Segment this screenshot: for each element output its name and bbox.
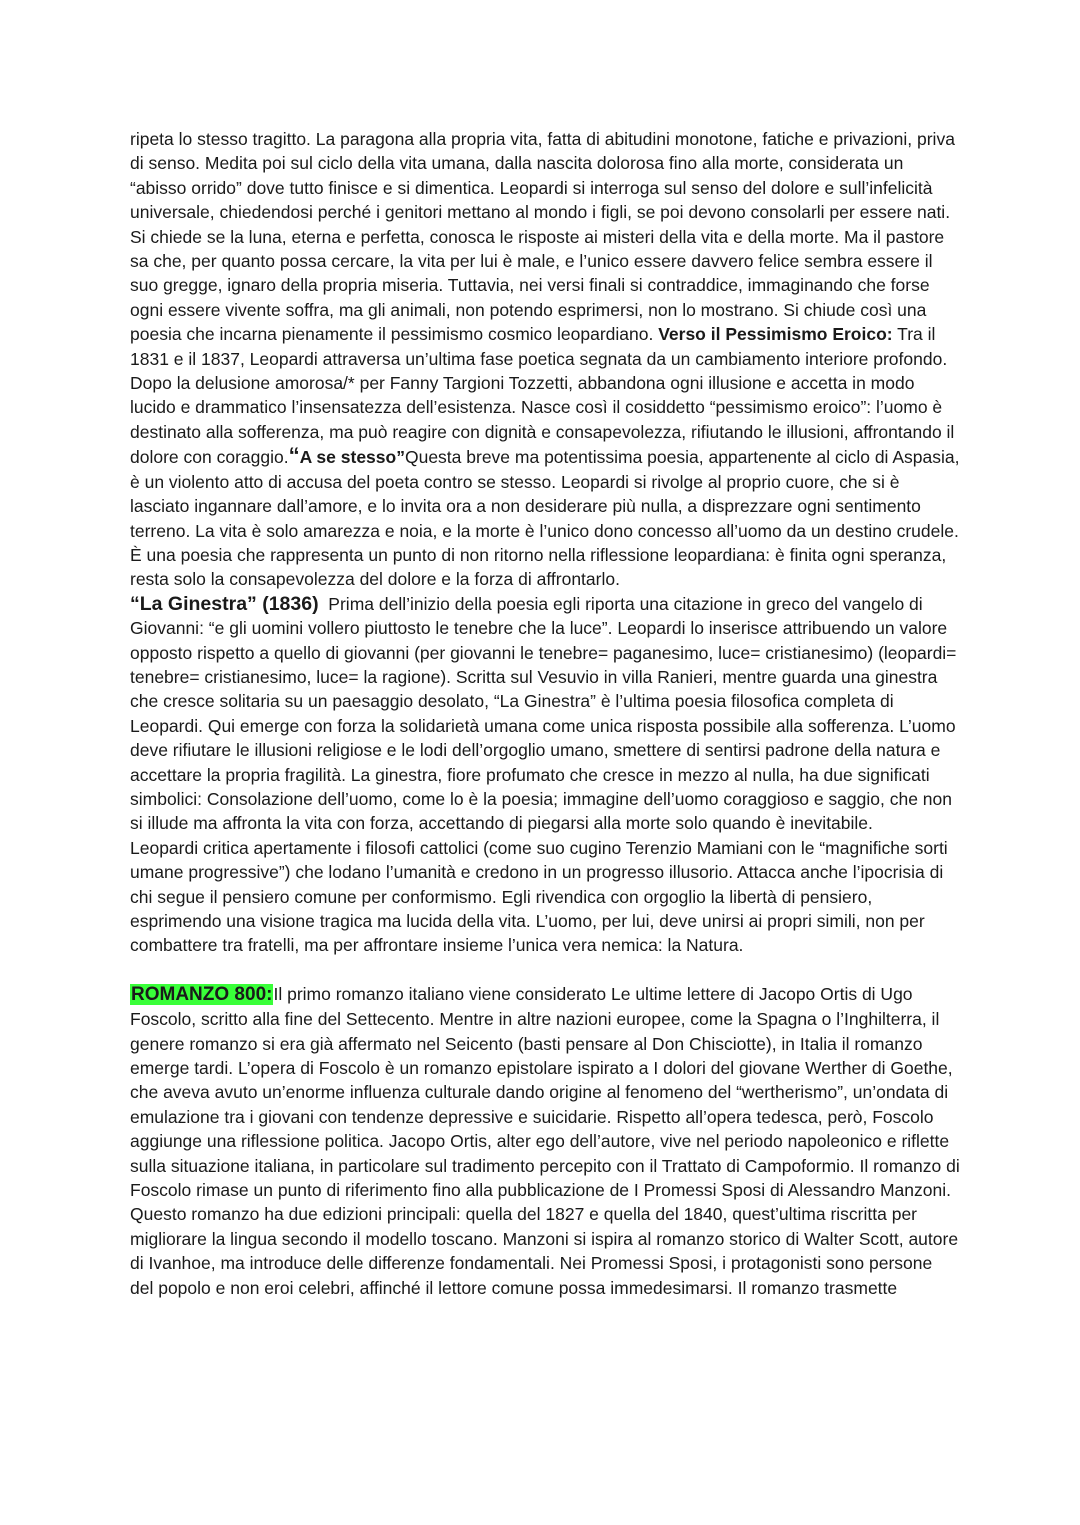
- document-page: [130, 127, 960, 1300]
- quote-mark: “: [288, 443, 300, 469]
- paragraph-text: Tra il 1831 e il 1837, Leopardi attraversa un’ultima fase poetica segnata da un cambiamento interiore profondo. Dopo la delusione amorosa/* per Fanny Targioni Tozzetti, abbandona ogni illusione e accetta in modo lucido e drammatico l’insensatezza dell’esistenza. Nasce così il cosiddetto “pessimismo eroico”: l’uomo è destinato alla sofferenza, ma può reagire con dignità e consapevolezza, rifiutando le illusioni, affrontando il dolore con coraggio.: [130, 324, 955, 468]
- paragraph-gap: [130, 958, 960, 982]
- heading-a-se-stesso: A se stesso”: [299, 447, 405, 468]
- paragraph-critica-filosofi: Leopardi critica apertamente i filosofi cattolici (come suo cugino Terenzio Mamiani con le “magnifiche sorti umane progressive”) che lodano l’umanità e credono in un progresso illusorio. Attacca anche l’ipocrisia di chi segue il pensiero comune per conformismo. Egli rivendica con orgoglio la libertà di pensiero, esprimendo una visione tragica ma lucida della vita. L’uomo, per lui, deve unirsi ai propri simili, non per combattere tra fratelli, ma per affrontare insieme l’unica vera nemica: la Natura.: [130, 837, 948, 956]
- paragraph-text: ripeta lo stesso tragitto. La paragona alla propria vita, fatta di abitudini monotone, fatiche e privazioni, priva di senso. Medita poi sul ciclo della vita umana, dalla nascita dolorosa fino alla morte, considerata un “abisso orrido” dove tutto finisce e si dimentica. Leopardi si interroga sul senso del dolore e sull’infelicità universale, chiedendosi perché i genitori mettano al mondo i figli, se poi devono consolarli per essere nati. Si chiede se la luna, eterna e perfetta, conosca le risposte ai misteri della vita e della morte. Ma il pastore sa che, per quanto possa cercare, la vita per lui è male, e l’unico essere davvero felice sembra essere il suo gregge, ignaro della propria miseria. Tuttavia, nei versi finali si contraddice, immaginando che forse ogni essere vivente soffra, ma gli animali, non potendo esprimersi, non lo mostrano. Si chiude così una poesia che incarna pienamente il pessimismo cosmico leopardiano.: [130, 129, 955, 345]
- heading-pessimismo-eroico: Verso il Pessimismo Eroico:: [658, 324, 893, 345]
- paragraph-text: Prima dell’inizio della poesia egli riporta una citazione in greco del vangelo di Giovanni: “e gli uomini vollero piuttosto le tenebre che la luce”. Leopardi lo inserisce attribuendo un valore opposto rispetto a quello di giovanni (per giovanni le tenebre= paganesimo, luce= cristianesimo) (leopardi= tenebre= cristianesimo, luce= la ragione). Scritta sul Vesuvio in villa Ranieri, mentre guarda una ginestra che cresce solitaria su un paesaggio desolato, “La Ginestra” è l’ultima poesia filosofica completa di Leopardi. Qui emerge con forza la solidarietà umana come unica risposta possibile alla sofferenza. L’uomo deve rifiutare le illusioni religiose e le lodi dell’orgoglio umano, smettere di sentirsi padrone della natura e accettare la propria fragilità. La ginestra, fiore profumato che cresce in mezzo al nulla, ha due significati simbolici: Consolazione dell’uomo, come lo è la poesia; immagine dell’uomo coraggioso e saggio, che non si illude ma affronta la vita con forza, accettando di piegarsi alla morte solo quando è inevitabile.: [130, 593, 962, 834]
- paragraph-text: Questa breve ma potentissima poesia, appartenente al ciclo di Aspasia, è un violento atto di accusa del poeta contro se stesso. Leopardi si rivolge al proprio cuore, che si è lasciato ingannare dall’amore, e lo invita ora a non desiderare più nulla, a disprezzare ogni sentimento terreno. La vita è solo amarezza e noia, e la morte è l’unico dono concesso all’uomo da un destino crudele. È una poesia che rappresenta un punto di non ritorno nella riflessione leopardiana: è finita ogni speranza, resta solo la consapevolezza del dolore e la forza di affrontarlo.: [130, 447, 960, 590]
- paragraph-romanzo-800: [130, 982, 960, 1300]
- paragraph-ginestra: [130, 592, 960, 836]
- heading-romanzo-800: ROMANZO 800:: [131, 983, 273, 1005]
- paragraph-text: Il primo romanzo italiano viene considerato Le ultime lettere di Jacopo Ortis di Ugo Foscolo, scritto alla fine del Settecento. Mentre in altre nazioni europee, come la Spagna o l’Inghilterra, il genere romanzo si era già affermato nel Seicento (basti pensare al Don Chisciotte), in Italia il romanzo emerge tardi. L’opera di Foscolo è un romanzo epistolare ispirato a I dolori del giovane Werther di Goethe, che aveva avuto un’enorme influenza culturale dando origine al fenomeno del “wertherismo”, un’ondata di emulazione tra i giovani con tendenze depressive e suicidarie. Rispetto all’opera tedesca, però, Foscolo aggiunge una riflessione politica. Jacopo Ortis, alter ego dell’autore, vive nel periodo napoleonico e riflette sulla situazione italiana, in particolare sul tradimento percepito con il Trattato di Campoformio. Il romanzo di Foscolo rimase un punto di riferimento fino alla pubblicazione de I Promessi Sposi di Alessandro Manzoni. Questo romanzo ha due edizioni principali: quella del 1827 e quella del 1840, quest’ultima riscritta per migliorare la lingua secondo il modello toscano. Manzoni si ispira al romanzo storico di Walter Scott, autore di Ivanhoe, ma introduce delle differenze fondamentali. Nei Promessi Sposi, i protagonisti sono persone del popolo e non eroi celebri, affinché il lettore comune possa immedesimarsi. Il romanzo trasmette: [130, 983, 960, 1298]
- paragraph-leopardi-pastore: [130, 127, 960, 592]
- heading-la-ginestra: “La Ginestra” (1836): [130, 592, 319, 615]
